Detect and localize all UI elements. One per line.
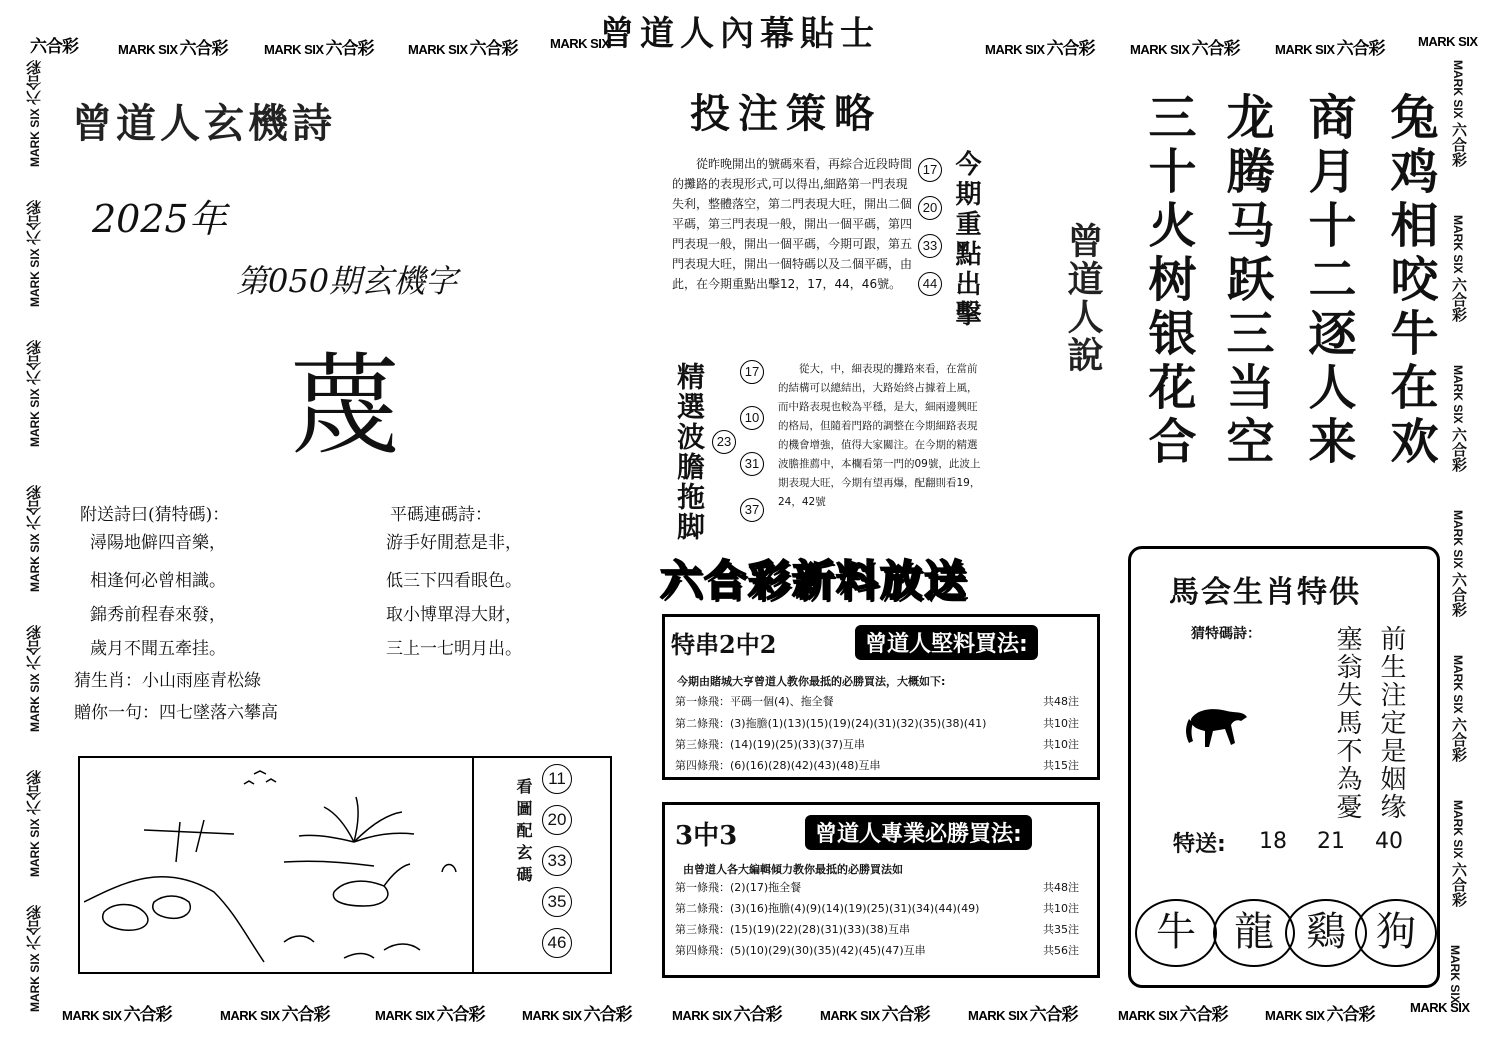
sub-number-2: 10 — [740, 406, 764, 430]
focus-number-4: 44 — [918, 272, 942, 296]
sub-numbers — [712, 360, 772, 530]
news-banner: 六合彩新料放送 — [660, 556, 969, 605]
box1-row-4-count: 共15注 — [1043, 759, 1079, 772]
pic-label: 看圖配玄碼 — [514, 778, 533, 888]
focus-label: 今期重點出擊 — [951, 150, 981, 330]
box2-row-3: 第三條飛：(15)(19)(22)(28)(31)(33)(38)互串 — [675, 923, 911, 936]
special-number-1: 18 — [1259, 829, 1287, 854]
gift-sentence: 贈你一句：四七墜落六攀高 — [74, 703, 278, 723]
zodiac-poem-col-1: 前生注定是姻缘 — [1376, 625, 1406, 821]
poem-section-title: 曾道人玄機詩 — [72, 100, 336, 147]
pond-illustration — [84, 762, 468, 968]
box2-tag: 3中3 — [675, 821, 738, 851]
watermark-top-5: MARK SIX — [550, 36, 610, 51]
guess-zodiac: 猜生肖：小山雨座青松綠 — [74, 671, 261, 691]
issue-label: 第050期玄機字 — [236, 262, 458, 300]
zodiac-animal-2: 龍 — [1213, 899, 1295, 967]
watermark-bottom-10: MARK SIX — [1410, 1000, 1470, 1015]
watermark-bottom-3: MARK SIX 六合彩 — [375, 1005, 485, 1024]
special-number-2: 21 — [1317, 829, 1345, 854]
watermark-top-9: MARK SIX — [1418, 34, 1478, 49]
sub-label: 精選波膽拖脚 — [673, 362, 706, 542]
zodiac-animal-3: 鷄 — [1285, 899, 1367, 967]
watermark-top-6: MARK SIX 六合彩 — [985, 39, 1095, 58]
poem2-line-1: 游手好閒惹是非， — [386, 533, 522, 553]
poem1-title: 附送詩曰(猜特碼)： — [80, 505, 230, 525]
box1-tag: 特串2中2 — [671, 630, 777, 659]
page-title: 曾道人內幕貼士 — [600, 14, 880, 54]
pic-number-5: 46 — [542, 928, 572, 958]
year-label: 2025年 — [92, 197, 227, 241]
watermark-bottom-1: MARK SIX 六合彩 — [62, 1005, 172, 1024]
watermark-left-2: MARK SIX 六合彩 — [26, 200, 43, 308]
watermark-left-6: MARK SIX 六合彩 — [26, 770, 43, 878]
watermark-right-4: MARK SIX 六合彩 — [1450, 510, 1467, 618]
poem-column-2: 商月十二逐人来 — [1300, 92, 1356, 470]
watermark-top-3: MARK SIX 六合彩 — [264, 39, 374, 58]
box2-row-4-count: 共56注 — [1043, 944, 1079, 957]
picture-box — [78, 756, 612, 974]
buy-box-2 — [662, 802, 1100, 978]
box1-row-2-count: 共10注 — [1043, 717, 1079, 730]
poem2-line-4: 三上一七明月出。 — [386, 639, 522, 659]
focus-number-2: 20 — [918, 196, 942, 220]
key-character: 蔑 — [290, 342, 400, 470]
poem1-line-2: 相逢何必曾相識。 — [90, 571, 226, 591]
watermark-left-3: MARK SIX 六合彩 — [26, 340, 43, 448]
poem1-line-1: 潯陽地僻四音樂， — [90, 533, 226, 553]
sub-number-3: 23 — [712, 430, 736, 454]
strategy-title: 投注策略 — [690, 90, 882, 137]
horse-icon — [1183, 699, 1253, 759]
poem-column-1: 兔鸡相咬牛在欢 — [1382, 92, 1438, 470]
box1-row-2: 第二條飛：(3)拖膽(1)(13)(15)(19)(24)(31)(32)(35)(38)(41) — [675, 717, 987, 730]
watermark-bottom-8: MARK SIX 六合彩 — [1118, 1005, 1228, 1024]
pic-number-1: 11 — [542, 764, 572, 794]
box1-row-3: 第三條飛：(14)(19)(25)(33)(37)互串 — [675, 738, 865, 751]
watermark-left-1: MARK SIX 六合彩 — [26, 60, 43, 168]
poem2-title: 平碼連碼詩： — [390, 505, 492, 525]
poem-column-3: 龙腾马跃三当空 — [1218, 92, 1274, 470]
watermark-left-5: MARK SIX 六合彩 — [26, 625, 43, 733]
box1-row-3-count: 共10注 — [1043, 738, 1079, 751]
watermark-bottom-5: MARK SIX 六合彩 — [672, 1005, 782, 1024]
box2-intro: 由曾道人各大編輯傾力教你最抵的必勝買法如 — [683, 863, 903, 876]
box2-row-2-count: 共10注 — [1043, 902, 1079, 915]
pic-number-2: 20 — [542, 805, 572, 835]
side-label: 曾道人說 — [1062, 222, 1104, 374]
sub-text: 從大，中，細表現的攤路來看，在當前的結構可以總結出，大路始終占據着上風，而中路表現也較為平穩，是大，細兩邊興旺的格局，但隨着門路的調整在今期細路表現的機會增強，值得大家關注。在今期的精選波膽推薦中，本欄看第一門的09號，此波上期表現大旺，今期有望再爆，配翻則看19，24，42號 — [778, 363, 981, 508]
focus-numbers — [918, 158, 944, 296]
special-number-3: 40 — [1375, 829, 1403, 854]
watermark-right-6: MARK SIX 六合彩 — [1450, 800, 1467, 908]
watermark-top-2: MARK SIX 六合彩 — [118, 39, 228, 58]
watermark-left-4: MARK SIX 六合彩 — [26, 485, 43, 593]
sub-number-5: 37 — [740, 498, 764, 522]
zodiac-box — [1128, 546, 1440, 988]
watermark-right-5: MARK SIX 六合彩 — [1450, 655, 1467, 763]
sub-number-1: 17 — [740, 360, 764, 384]
watermark-bottom-9: MARK SIX 六合彩 — [1265, 1005, 1375, 1024]
poem-column-4: 三十火树银花合 — [1140, 92, 1196, 470]
watermark-top-1: 六合彩 — [30, 37, 78, 56]
box2-row-4: 第四條飛：(5)(10)(29)(30)(35)(42)(45)(47)互串 — [675, 944, 926, 957]
watermark-bottom-4: MARK SIX 六合彩 — [522, 1005, 632, 1024]
poem2-line-2: 低三下四看眼色。 — [386, 571, 522, 591]
box1-row-1-count: 共48注 — [1043, 695, 1079, 708]
watermark-bottom-6: MARK SIX 六合彩 — [820, 1005, 930, 1024]
poem2-line-3: 取小博單淂大財， — [386, 605, 522, 625]
box1-title: 曾道人堅料買法: — [855, 625, 1038, 660]
box2-row-1: 第一條飛：(2)(17)拖全餐 — [675, 881, 802, 894]
watermark-left-7: MARK SIX 六合彩 — [26, 905, 43, 1013]
box2-title: 曾道人專業必勝買法: — [805, 815, 1032, 850]
zodiac-animal-1: 牛 — [1135, 899, 1217, 967]
zodiac-poem-label: 猜特碼詩： — [1191, 626, 1261, 642]
zodiac-title: 馬会生肖特供 — [1169, 575, 1361, 610]
zodiac-animal-4: 狗 — [1355, 899, 1437, 967]
picture-divider — [472, 758, 474, 972]
poem1-line-4: 歲月不聞五牽挂。 — [90, 639, 226, 659]
pic-number-4: 35 — [542, 887, 572, 917]
focus-number-3: 33 — [918, 234, 942, 258]
watermark-right-2: MARK SIX 六合彩 — [1450, 215, 1467, 323]
zodiac-poem-col-2: 塞翁失馬不為憂 — [1332, 625, 1362, 821]
box1-row-1: 第一條飛：平碼一個(4)、拖全餐 — [675, 695, 834, 708]
box2-row-2: 第二條飛：(3)(16)拖膽(4)(9)(14)(19)(25)(31)(34)(44)(49) — [675, 902, 980, 915]
pic-number-3: 33 — [542, 846, 572, 876]
box1-intro: 今期由賭城大亨曾道人教你最抵的必勝買法，大概如下: — [677, 675, 946, 688]
box2-row-1-count: 共48注 — [1043, 881, 1079, 894]
watermark-bottom-7: MARK SIX 六合彩 — [968, 1005, 1078, 1024]
sub-number-4: 31 — [740, 452, 764, 476]
focus-number-1: 17 — [918, 158, 942, 182]
watermark-right-1: MARK SIX 六合彩 — [1450, 60, 1467, 168]
special-label: 特送: — [1173, 832, 1226, 857]
pic-numbers — [542, 764, 574, 958]
watermark-top-4: MARK SIX 六合彩 — [408, 39, 518, 58]
watermark-top-8: MARK SIX 六合彩 — [1275, 39, 1385, 58]
poem1-line-3: 錦秀前程春來發， — [90, 605, 226, 625]
box2-row-3-count: 共35注 — [1043, 923, 1079, 936]
box1-row-4: 第四條飛：(6)(16)(28)(42)(43)(48)互串 — [675, 759, 881, 772]
watermark-top-7: MARK SIX 六合彩 — [1130, 39, 1240, 58]
watermark-right-7: MARK SIX — [1448, 945, 1462, 1004]
strategy-text: 從昨晚開出的號碼來看，再綜合近段時間的攤路的表現形式,可以得出,細路第一門表現失利，整體落空，第二門表現大旺，開出二個平碼，第三門表現一般，開出一個平碼，第四門表現一般，開出一個平碼，今期可跟，第五門表現大旺，開出一個特碼以及二個平碼，由此，在今期重點出擊12，17，44，46號。 — [672, 157, 913, 291]
watermark-right-3: MARK SIX 六合彩 — [1450, 365, 1467, 473]
buy-box-1 — [662, 614, 1100, 780]
watermark-bottom-2: MARK SIX 六合彩 — [220, 1005, 330, 1024]
